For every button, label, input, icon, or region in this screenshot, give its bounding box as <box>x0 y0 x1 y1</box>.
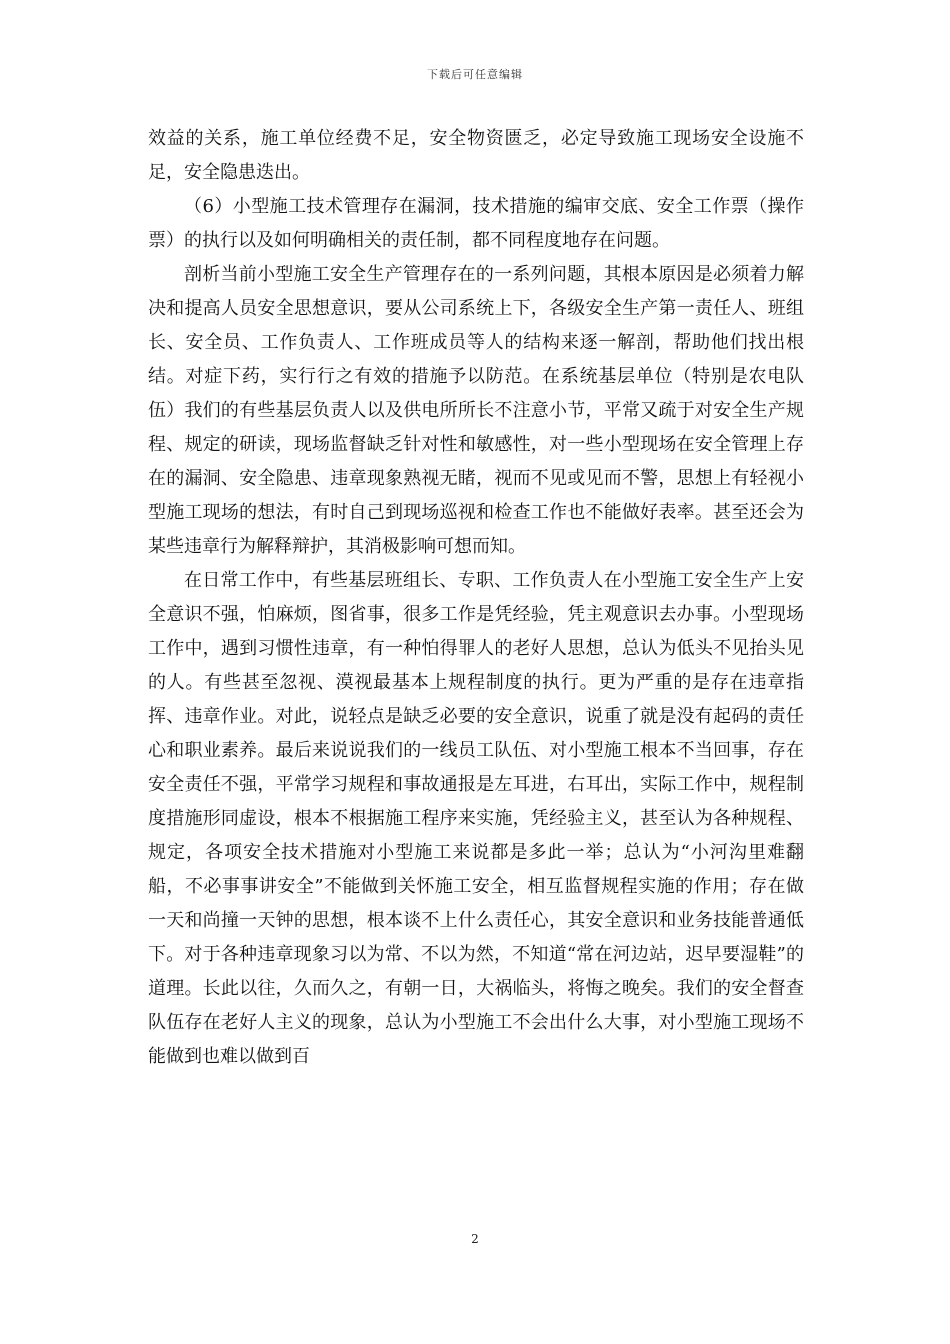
page-number: 2 <box>471 1232 479 1246</box>
document-body <box>148 122 804 1074</box>
paragraph-item-6: （6）小型施工技术管理存在漏洞，技术措施的编审交底、安全工作票（操作票）的执行以及如何明确相关的责任制，都不同程度地存在问题。 <box>148 196 804 251</box>
paragraph-daily-work: 在日常工作中，有些基层班组长、专职、工作负责人在小型施工安全生产上安全意识不强，怕麻烦，图省事，很多工作是凭经验，凭主观意识去办事。小型现场工作中，遇到习惯性违章，有一种怕得罪人的老好人思想，总认为低头不见抬头见的人。有些甚至忽视、漠视最基本上规程制度的执行。更为严重的是存在违章指挥、违章作业。对此，说轻点是缺乏必要的安全意识，说重了就是没有起码的责任心和职业素养。最后来说说我们的一线员工队伍、对小型施工根本不当回事，存在安全责任不强，平常学习规程和事故通报是左耳进，右耳出，实际工作中，规程制度措施形同虚设，根本不根据施工程序来实施，凭经验主义，甚至认为各种规程、规定，各项安全技术措施对小型施工来说都是多此一举；总认为“小河沟里难翻船，不必事事讲安全”不能做到关怀施工安全，相互监督规程实施的作用；存在做一天和尚撞一天钟的思想，根本谈不上什么责任心，其安全意识和业务技能普通低下。对于各种违章现象习以为常、不以为然，不知道“常在河边站，迟早要湿鞋”的道理。长此以往，久而久之，有朝一日，大祸临头，将悔之晚矣。我们的安全督查队伍存在老好人主义的现象，总认为小型施工不会出什么大事，对小型施工现场不能做到也难以做到百 <box>148 570 804 1067</box>
paragraph-continuation: 效益的关系，施工单位经费不足，安全物资匮乏，必定导致施工现场安全设施不足，安全隐患迭出。 <box>148 128 804 183</box>
page-header: 下载后可任意编辑 <box>427 68 523 81</box>
paragraph-analysis: 剖析当前小型施工安全生产管理存在的一系列问题，其根本原因是必须着力解决和提高人员安全思想意识，要从公司系统上下，各级安全生产第一责任人、班组长、安全员、工作负责人、工作班成员等人的结构来逐一解剖，帮助他们找出根结。对症下药，实行行之有效的措施予以防范。在系统基层单位（特别是农电队伍）我们的有些基层负责人以及供电所所长不注意小节，平常又疏于对安全生产规程、规定的研读，现场监督缺乏针对性和敏感性，对一些小型现场在安全管理上存在的漏洞、安全隐患、违章现象熟视无睹，视而不见或见而不警，思想上有轻视小型施工现场的想法，有时自己到现场巡视和检查工作也不能做好表率。甚至还会为某些违章行为解释辩护，其消极影响可想而知。 <box>148 264 804 557</box>
